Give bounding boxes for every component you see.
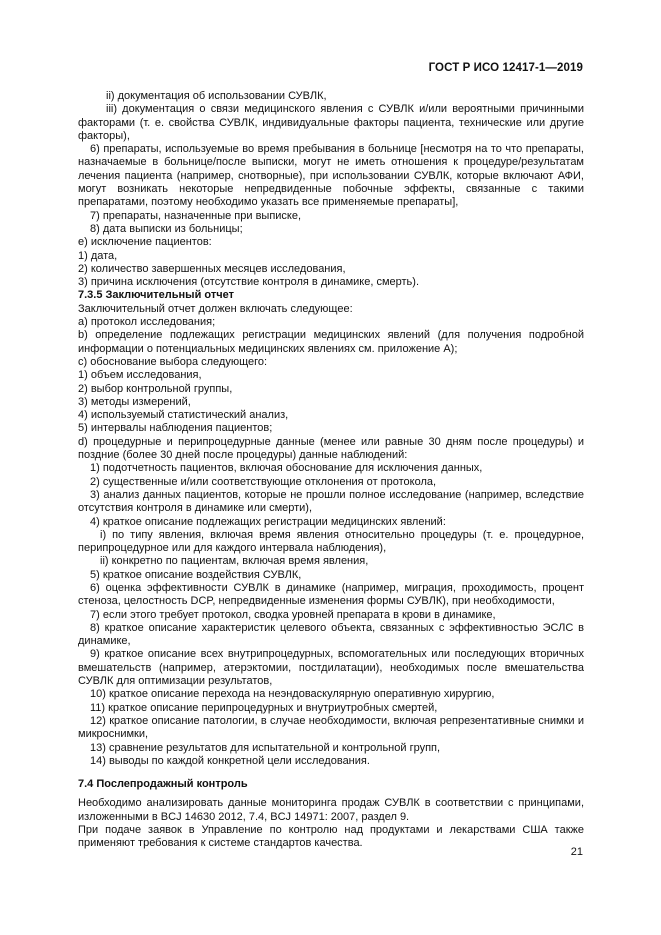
list-item: 4) краткое описание подлежащих регистрации медицинских явлений:	[90, 515, 446, 528]
paragraph: Необходимо анализировать данные мониторинга продаж СУВЛК в соответствии с принципами, изложенными в BCJ 14630 2012, 7.4, BCJ 14971: 2007, раздел 9.	[78, 797, 584, 823]
list-item: 8) дата выписки из больницы;	[90, 222, 243, 235]
list-item: 2) количество завершенных месяцев исследования,	[78, 262, 346, 275]
document-body	[78, 90, 584, 851]
list-item: 13) сравнение результатов для испытательной и контрольной групп,	[90, 741, 441, 754]
list-item: 14) выводы по каждой конкретной цели исследования.	[90, 754, 370, 767]
list-item: 7) если этого требует протокол, сводка уровней препарата в крови в динамике,	[90, 608, 496, 621]
document-header: ГОСТ Р ИСО 12417-1—2019	[428, 62, 583, 74]
list-item: c) обоснование выбора следующего:	[78, 355, 268, 368]
list-item: 3) методы измерений,	[78, 395, 191, 408]
list-item: 3) причина исключения (отсутствие контроля в динамике, смерть).	[78, 276, 419, 289]
list-item: ii) документация об использовании СУВЛК,	[106, 90, 327, 102]
list-item: 2) существенные и/или соответствующие отклонения от протокола,	[90, 475, 437, 488]
list-item: d) процедурные и перипроцедурные данные (менее или равные 30 дням после процедуры) и поздние (более 30 дней после процедуры) данные наблюдений:	[78, 435, 584, 462]
paragraph: При подаче заявок в Управление по контролю над продуктами и лекарствами США также применяют требования к системе стандартов качества.	[78, 824, 584, 850]
list-item: 5) интервалы наблюдения пациентов;	[78, 422, 273, 435]
list-item: ii) конкретно по пациентам, включая время явления,	[100, 555, 369, 568]
list-item: 7) препараты, назначенные при выписке,	[90, 209, 302, 222]
list-item: 2) выбор контрольной группы,	[78, 382, 233, 395]
page-number: 21	[570, 846, 583, 858]
list-item: 11) краткое описание перипроцедурных и внутриутробных смертей,	[90, 701, 438, 714]
section-heading-7-4: 7.4 Послепродажный контроль	[78, 778, 248, 791]
list-item: 10) краткое описание перехода на неэндоваскулярную оперативную хирургию,	[90, 688, 495, 701]
list-item: 5) краткое описание воздействия СУВЛК,	[90, 568, 302, 581]
list-item: iii) документация о связи медицинского явления с СУВЛК и/или вероятными причинными факторами (т. е. свойства СУВЛК, индивидуальные факторы пациента, технические или другие факторы),	[78, 103, 584, 142]
list-item: 12) краткое описание патологии, в случае необходимости, включая репрезентативные снимки и микроснимки,	[78, 714, 584, 741]
list-item: 6) оценка эффективности СУВЛК в динамике (например, миграция, проходимость, процент стеноза, целостность DCP, непредвиденные изменения формы СУВЛК), при необходимости,	[78, 581, 584, 608]
list-item: i) по типу явления, включая время явления относительно процедуры (т. е. процедурное, перипроцедурное или для каждого интервала наблюдения),	[78, 528, 584, 555]
list-item: b) определение подлежащих регистрации медицинских явлений (для получения подробной информации о потенциальных медицинских явлениях см. приложение А);	[78, 329, 584, 355]
list-item: 1) подотчетность пациентов, включая обоснование для исключения данных,	[90, 462, 483, 475]
list-item: e) исключение пациентов:	[78, 236, 212, 249]
list-item: 3) анализ данных пациентов, которые не прошли полное исследование (например, вследствие отсутствия контроля в динамике или смерти),	[78, 488, 584, 515]
list-item: 8) краткое описание характеристик целевого объекта, связанных с эффективностью ЭСЛС в динамике,	[78, 621, 584, 648]
list-item: 1) объем исследования,	[78, 369, 202, 382]
list-item: a) протокол исследования;	[78, 316, 216, 329]
list-item: 4) используемый статистический анализ,	[78, 409, 289, 422]
list-item: 6) препараты, используемые во время пребывания в больнице [несмотря на то что препараты, назначаемые в больнице/после выписки, могут не иметь отношения к процедуре/результатам лечения пациента (например, снотворные), при использовании СУВЛК, которые включают АФИ, могут возникать некоторые непредвиденные побочные эффекты, связанные с такими препаратами, поэтому необходимо указать все применяемые препараты],	[78, 143, 584, 209]
section-heading-7-3-5: 7.3.5 Заключительный отчет	[78, 289, 234, 302]
list-item: 1) дата,	[78, 249, 118, 262]
paragraph: Заключительный отчет должен включать следующее:	[78, 302, 353, 315]
list-item: 9) краткое описание всех внутрипроцедурных, вспомогательных или последующих вторичных вмешательств (например, атерэктомии, постдилатации), необходимых после вмешательства СУВЛК для оптимизации результатов,	[78, 648, 584, 688]
